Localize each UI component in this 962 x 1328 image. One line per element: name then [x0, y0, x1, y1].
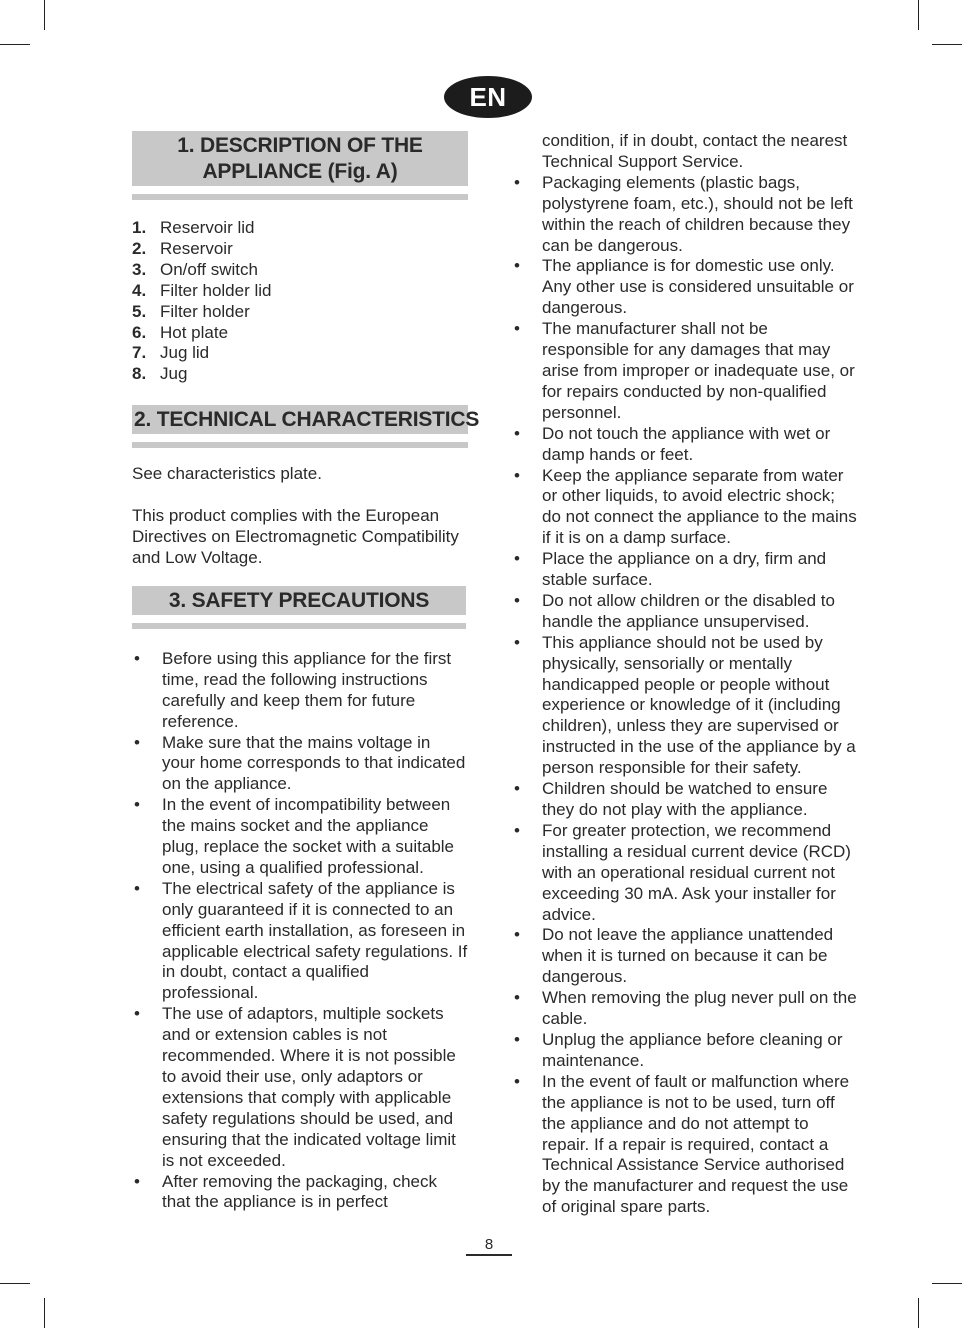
safety-item	[512, 779, 857, 821]
parts-list-item	[132, 364, 468, 385]
parts-list-item	[132, 302, 468, 323]
safety-item-text: Packaging elements (plastic bags, polystyrene foam, etc.), should not be left within the reach of children because they can be dangerous.	[542, 172, 853, 255]
safety-item	[132, 649, 468, 733]
safety-item-text: Make sure that the mains voltage in your home corresponds to that indicated on the appliance.	[162, 732, 466, 794]
safety-item	[512, 173, 857, 257]
section-3-rule	[132, 623, 466, 629]
page-number: 8	[466, 1236, 512, 1256]
safety-list-right	[512, 173, 857, 1218]
safety-item-text: For greater protection, we recommend installing a residual current device (RCD) with an operational residual current not exceeding 30 mA. Ask your installer for advice.	[542, 820, 851, 924]
crop-mark	[0, 1283, 30, 1284]
safety-item	[132, 1004, 468, 1171]
bullet-icon: •	[134, 878, 140, 898]
bullet-icon: •	[514, 1071, 520, 1091]
bullet-icon: •	[514, 632, 520, 652]
safety-item-text: Do not allow children or the disabled to handle the appliance unsupervised.	[542, 590, 835, 631]
safety-item-text: Do not leave the appliance unattended when it is turned on because it can be dangerous.	[542, 925, 834, 987]
parts-list-item	[132, 260, 468, 281]
item-label: Jug lid	[160, 343, 210, 363]
section-2-heading: 2. TECHNICAL CHARACTERISTICS	[132, 405, 468, 434]
bullet-icon: •	[134, 732, 140, 752]
safety-item-text: The use of adaptors, multiple sockets and or extension cables is not recommended. Where it is not possible to avoid their use, only adaptors or extensions that comply with applicable safety regulations should be used, and ensuring that the indicated voltage limit is not exceeded.	[162, 1004, 456, 1170]
safety-item	[512, 1030, 857, 1072]
section-1-title-line1: 1. DESCRIPTION OF THE	[177, 134, 423, 157]
parts-list-item	[132, 323, 468, 344]
safety-item-text: In the event of incompatibility between the mains socket and the appliance plug, replace the socket with a suitable one, using a qualified professional.	[162, 795, 455, 877]
item-number: 2.	[132, 238, 147, 258]
bullet-icon: •	[514, 988, 520, 1008]
safety-item-text: The appliance is for domestic use only. Any other use is considered unsuitable or dangerous.	[542, 256, 854, 318]
safety-item	[132, 733, 468, 796]
continuation-text: condition, if in doubt, contact the nearest Technical Support Service.	[542, 131, 848, 171]
safety-item-text: After removing the packaging, check that the appliance is in perfect	[162, 1171, 437, 1212]
section-1-rule	[132, 194, 468, 200]
safety-item	[512, 925, 857, 988]
crop-mark	[918, 0, 919, 30]
item-label: On/off switch	[160, 259, 258, 279]
bullet-icon: •	[514, 1029, 520, 1049]
safety-item	[132, 795, 468, 879]
safety-item-text: Keep the appliance separate from water or other liquids, to avoid electric shock; do not connect the appliance to the mains if it is on a damp surface.	[542, 465, 857, 548]
bullet-icon: •	[514, 820, 520, 840]
parts-list-item	[132, 281, 468, 302]
parts-list-item	[132, 343, 468, 364]
safety-item	[512, 821, 857, 926]
crop-mark	[0, 44, 30, 45]
item-number: 3.	[132, 259, 147, 279]
safety-item	[512, 319, 857, 424]
safety-item-text: When removing the plug never pull on the cable.	[542, 988, 857, 1029]
safety-item	[512, 633, 857, 779]
item-number: 7.	[132, 343, 147, 363]
section-2-rule	[132, 442, 468, 448]
safety-item	[512, 256, 857, 319]
item-label: Reservoir	[160, 238, 233, 258]
bullet-icon: •	[134, 1004, 140, 1024]
safety-list-left	[132, 649, 468, 1213]
item-label: Reservoir lid	[160, 218, 255, 237]
safety-item-text: The manufacturer shall not be responsible for any damages that may arise from improper or inadequate use, or for repairs conducted by non-qualified personnel.	[542, 319, 855, 422]
item-number: 8.	[132, 364, 147, 384]
parts-list-item	[132, 218, 468, 239]
safety-item	[512, 591, 857, 633]
safety-item	[512, 424, 857, 466]
left-column	[132, 131, 480, 1213]
safety-item-text: Unplug the appliance before cleaning or maintenance.	[542, 1029, 843, 1070]
bullet-icon: •	[514, 423, 520, 443]
crop-mark	[932, 44, 962, 45]
safety-item-text: Do not touch the appliance with wet or damp hands or feet.	[542, 423, 831, 464]
section-3-heading: 3. SAFETY PRECAUTIONS	[132, 586, 466, 615]
crop-mark	[44, 0, 45, 30]
section-1-heading	[132, 131, 468, 186]
language-badge: EN	[444, 76, 532, 118]
characteristics-note: See characteristics plate.	[132, 464, 322, 484]
bullet-icon: •	[514, 779, 520, 799]
parts-list-item	[132, 239, 468, 260]
item-label: Filter holder	[160, 301, 250, 321]
safety-item	[512, 988, 857, 1030]
compliance-note: This product complies with the European Directives on Electromagnetic Compatibility and Low Voltage.	[132, 506, 459, 567]
item-number: 6.	[132, 322, 147, 342]
bullet-icon: •	[514, 925, 520, 945]
bullet-icon: •	[134, 648, 140, 668]
crop-mark	[44, 1298, 45, 1328]
safety-item-text: Children should be watched to ensure they do not play with the appliance.	[542, 779, 828, 819]
bullet-icon: •	[134, 795, 140, 815]
safety-item-text: This appliance should not be used by physically, sensorially or mentally handicapped people or people without experience or knowledge of it (including children), unless they are supervised or instructed in the use of the appliance by a person responsible for their safety.	[542, 632, 856, 778]
bullet-icon: •	[134, 1171, 140, 1191]
safety-item-text: Place the appliance on a dry, firm and stable surface.	[542, 549, 827, 590]
bullet-icon: •	[514, 172, 520, 192]
right-column	[512, 131, 857, 1218]
crop-mark	[918, 1298, 919, 1328]
bullet-icon: •	[514, 319, 520, 339]
bullet-icon: •	[514, 590, 520, 610]
crop-mark	[932, 1283, 962, 1284]
bullet-icon: •	[514, 256, 520, 276]
section-1-title-line2: APPLIANCE (Fig. A)	[202, 160, 398, 183]
item-number: 5.	[132, 301, 147, 321]
bullet-icon: •	[514, 549, 520, 569]
safety-item	[132, 1172, 468, 1214]
parts-list	[132, 218, 468, 385]
item-label: Jug	[160, 364, 188, 384]
item-label: Hot plate	[160, 322, 229, 342]
item-number: 1.	[132, 218, 147, 237]
safety-item-text: In the event of fault or malfunction where the appliance is not to be used, turn off the appliance and do not attempt to repair. If a repair is required, contact a Technical Assistance Service authorised by the manufacturer and request the use of original spare parts.	[542, 1071, 850, 1217]
safety-item	[512, 549, 857, 591]
safety-item	[132, 879, 468, 1004]
safety-item	[512, 466, 857, 550]
safety-item-text: The electrical safety of the appliance is only guaranteed if it is connected to an efficient earth installation, as foreseen in applicable electrical safety regulations. If in doubt, contact a qualified professional.	[162, 878, 468, 1003]
item-number: 4.	[132, 280, 147, 300]
item-label: Filter holder lid	[160, 280, 272, 300]
safety-item-text: Before using this appliance for the first time, read the following instructions carefully and keep them for future reference.	[162, 648, 452, 731]
bullet-icon: •	[514, 465, 520, 485]
safety-item	[512, 1072, 857, 1218]
